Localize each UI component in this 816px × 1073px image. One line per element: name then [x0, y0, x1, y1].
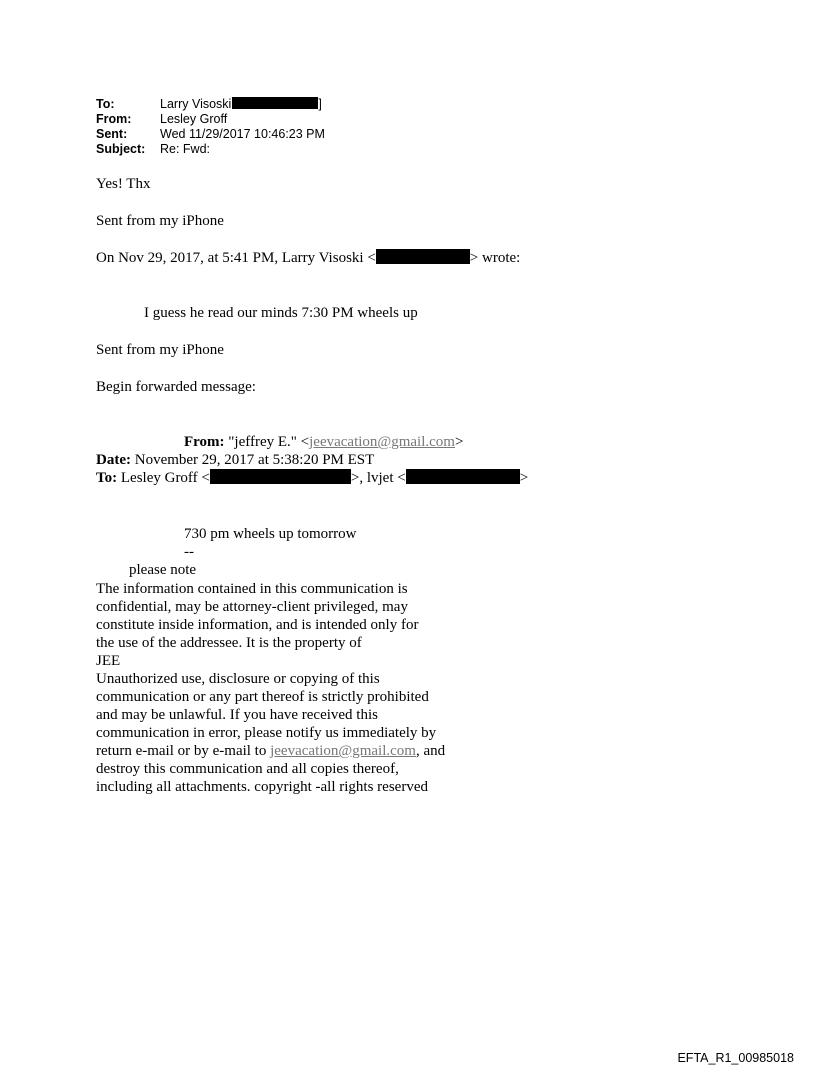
quote-intro: [96, 249, 520, 267]
disclaimer: [96, 580, 445, 796]
signature-line: Sent from my iPhone: [96, 213, 224, 229]
disclaimer-line: the use of the addressee. It is the property of: [96, 635, 362, 651]
forward-to-post: >: [519, 470, 529, 486]
disclaimer-line: and may be unlawful. If you have received this: [96, 707, 378, 723]
quote-intro-post: > wrote:: [469, 250, 521, 266]
redaction-box: [210, 469, 351, 484]
redaction-box: [232, 97, 318, 109]
forward-to-line: [96, 469, 528, 487]
disclaimer-line: JEE: [96, 653, 121, 669]
header-sent-label: Sent:: [96, 127, 128, 141]
forward-message: 730 pm wheels up tomorrow: [184, 526, 357, 542]
forward-date-label: Date:: [96, 452, 131, 468]
header-sent-value: Wed 11/29/2017 10:46:23 PM: [160, 127, 325, 141]
header-from-row: [96, 112, 325, 127]
forward-date-value: November 29, 2017 at 5:38:20 PM EST: [130, 452, 375, 468]
forward-from-close: >: [454, 434, 464, 450]
header-subject-row: [96, 142, 325, 157]
signature-separator: --: [184, 544, 194, 560]
disclaimer-line: communication or any part thereof is strictly prohibited: [96, 689, 429, 705]
quoted-message: I guess he read our minds 7:30 PM wheels up: [144, 305, 418, 321]
reply-text: Yes! Thx: [96, 176, 151, 192]
forwarded-notice: Begin forwarded message:: [96, 379, 256, 395]
disclaimer-line: constitute inside information, and is intended only for: [96, 617, 419, 633]
redaction-box: [376, 249, 470, 264]
forward-date-line: [96, 451, 374, 469]
please-note: please note: [129, 562, 197, 578]
email-link[interactable]: jeevacation@gmail.com: [270, 743, 416, 759]
forward-from-label: From:: [184, 434, 225, 450]
disclaimer-line: [96, 742, 445, 760]
disclaimer-line: communication in error, please notify us immediately by: [96, 725, 437, 741]
email-link[interactable]: jeevacation@gmail.com: [309, 434, 455, 450]
disclaimer-line: including all attachments. copyright -all rights reserved: [96, 779, 428, 795]
disclaimer-line: The information contained in this communication is: [96, 581, 408, 597]
email-header: [96, 97, 325, 157]
header-to-close: ]: [318, 97, 322, 111]
header-from-label: From:: [96, 112, 132, 126]
signature-line: Sent from my iPhone: [96, 342, 224, 358]
redaction-box: [406, 469, 520, 484]
header-sent-row: [96, 127, 325, 142]
header-to-row: [96, 97, 325, 112]
document-id: EFTA_R1_00985018: [677, 1051, 794, 1065]
forward-to-mid: >, lvjet <: [350, 470, 406, 486]
header-to-label: To:: [96, 97, 115, 111]
forward-from-line: [184, 433, 463, 451]
forward-from-name: "jeffrey E." <: [224, 434, 310, 450]
disclaimer-line: Unauthorized use, disclosure or copying of this: [96, 671, 380, 687]
header-subject-label: Subject:: [96, 142, 146, 156]
disclaimer-return-post: , and: [415, 743, 446, 759]
disclaimer-line: destroy this communication and all copies thereof,: [96, 761, 399, 777]
disclaimer-return-pre: return e-mail or by e-mail to: [96, 743, 271, 759]
header-to-value: Larry Visoski: [160, 97, 232, 111]
header-from-value: Lesley Groff: [160, 112, 228, 126]
disclaimer-line: confidential, may be attorney-client privileged, may: [96, 599, 408, 615]
forward-to-label: To:: [96, 470, 118, 486]
header-subject-value: Re: Fwd:: [160, 142, 211, 156]
quote-intro-pre: On Nov 29, 2017, at 5:41 PM, Larry Visoski <: [96, 250, 376, 266]
forward-to-pre: Lesley Groff <: [117, 470, 210, 486]
